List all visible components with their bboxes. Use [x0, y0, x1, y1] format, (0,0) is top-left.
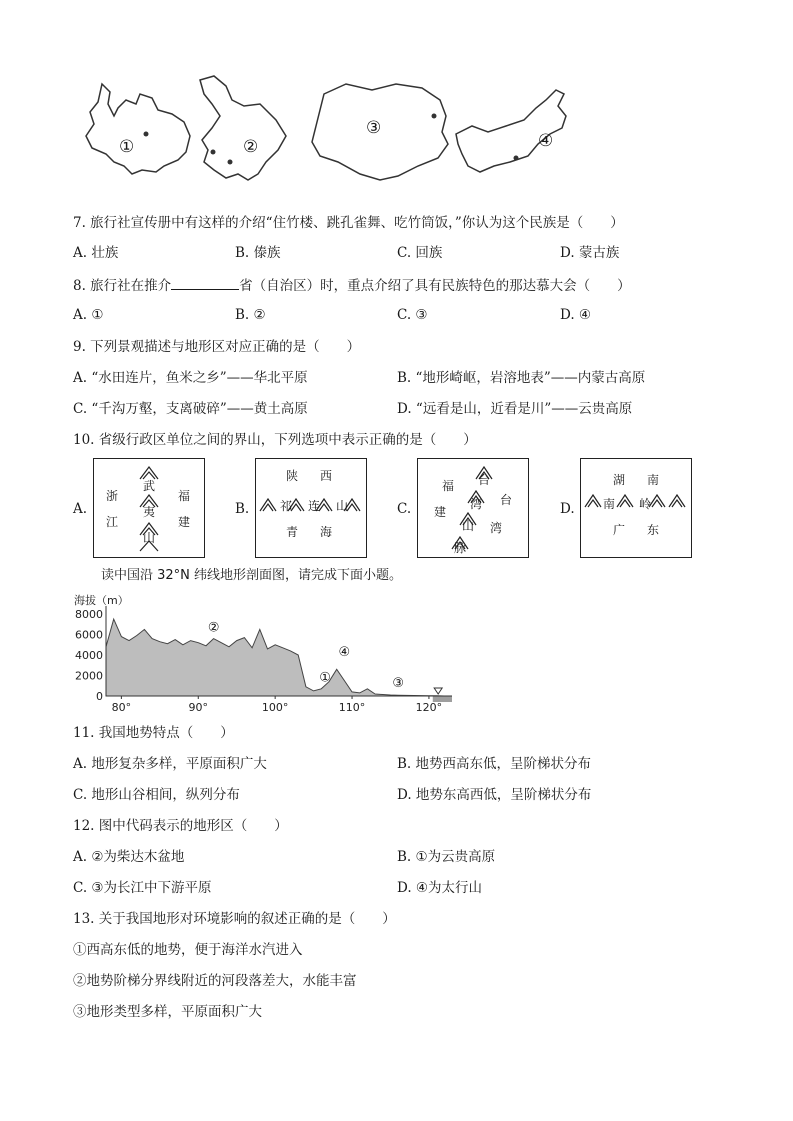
box-c-mtn-4: 脉: [454, 541, 467, 555]
q13-item-1: ①西高东低的地势，便于海洋水汽进入: [73, 942, 303, 958]
profile-annotation: ②: [207, 620, 220, 636]
profile-annotation: ③: [392, 675, 405, 691]
terrain-profile-chart: [70, 592, 460, 716]
province-map-1: [86, 84, 190, 174]
y-tick-label: 0: [96, 690, 103, 703]
box-c-mtn-2: 湾: [470, 497, 483, 511]
box-b-top-left: 陕: [286, 469, 299, 483]
box-a-mtn-2: 夷: [143, 505, 156, 519]
box-d-top-left: 湖: [613, 473, 626, 487]
q9-option-a[interactable]: A. “水田连片，鱼米之乡”——华北平原: [73, 370, 308, 386]
q7-stem: 7. 旅行社宣传册中有这样的介绍“住竹楼、跳孔雀舞、吃竹筒饭，”你认为这个民族是（ ）: [73, 215, 624, 231]
q8-option-d[interactable]: D. ④: [560, 307, 592, 323]
q11-option-b[interactable]: B. 地势西高东低，呈阶梯状分布: [397, 756, 592, 772]
q11-option-c[interactable]: C. 地形山谷相间，纵列分布: [73, 787, 240, 803]
box-c-right-bottom: 湾: [490, 521, 503, 535]
q10-box-b[interactable]: [255, 458, 367, 558]
box-b-mtn-2: 连: [308, 499, 321, 513]
box-c-left-top: 福: [442, 479, 455, 493]
x-tick-label: 100°: [261, 701, 289, 714]
y-tick-label: 8000: [75, 608, 103, 621]
y-axis-title: 海拔（m）: [74, 594, 129, 607]
q8-stem-after: 省（自治区）时，重点介绍了具有民族特色的那达慕大会（ ）: [239, 278, 631, 294]
box-c-left-bottom: 建: [434, 505, 447, 519]
box-b-bottom-right: 海: [320, 525, 333, 539]
map-label-2: ②: [243, 137, 259, 157]
q12-stem: 12. 图中代码表示的地形区（ ）: [73, 818, 288, 834]
q8-option-a[interactable]: A. ①: [73, 307, 104, 323]
x-tick-label: 80°: [111, 701, 132, 714]
q10-box-a[interactable]: [93, 458, 205, 558]
q8-option-c[interactable]: C. ③: [397, 307, 428, 323]
box-d-top-right: 南: [647, 473, 660, 487]
q10-box-d[interactable]: [580, 458, 692, 558]
map-label-4: ④: [538, 131, 554, 151]
q12-option-c[interactable]: C. ③为长江中下游平原: [73, 880, 212, 896]
box-c-right-top: 台: [500, 493, 513, 507]
q8-stem-before: 8. 旅行社在推介: [73, 278, 172, 294]
map-label-3: ③: [366, 118, 382, 138]
q13-item-2: ②地势阶梯分界线附近的河段落差大，水能丰富: [73, 973, 357, 989]
province-map-2: [200, 76, 286, 180]
box-d-bottom-left: 广: [613, 523, 626, 537]
box-a-left-top: 浙: [106, 489, 119, 503]
x-tick-label: 110°: [338, 701, 366, 714]
box-c-mtn-3: 山: [462, 519, 475, 533]
y-tick-label: 2000: [75, 669, 103, 683]
box-a-right-bottom: 建: [178, 515, 191, 529]
box-d-bottom-right: 东: [647, 523, 660, 537]
q10-option-b-letter[interactable]: B.: [235, 501, 250, 517]
box-d-mtn-2: 岭: [639, 497, 652, 511]
q13-stem: 13. 关于我国地形对环境影响的叙述正确的是（ ）: [73, 911, 396, 927]
profile-intro: 读中国沿 32°N 纬线地形剖面图，请完成下面小题。: [101, 568, 403, 583]
q7-option-c[interactable]: C. 回族: [397, 245, 443, 261]
y-tick-label: 4000: [75, 649, 103, 662]
box-c-mtn-1: 台: [478, 473, 491, 487]
q10-box-c[interactable]: [417, 458, 529, 558]
q10-option-a-letter[interactable]: A.: [73, 501, 88, 517]
q10-stem: 10. 省级行政区单位之间的界山，下列选项中表示正确的是（ ）: [73, 432, 477, 448]
q12-option-b[interactable]: B. ①为云贵高原: [397, 849, 496, 865]
sea-level-marker: [434, 688, 442, 694]
box-a-mtn-1: 武: [143, 479, 156, 493]
y-tick-label: 6000: [75, 628, 103, 642]
q12-option-a[interactable]: A. ②为柴达木盆地: [73, 849, 185, 865]
province-maps: [80, 70, 580, 195]
q7-option-b[interactable]: B. 傣族: [235, 245, 281, 261]
box-b-mtn-3: 山: [336, 499, 349, 513]
mountain-range-icon: [583, 489, 689, 509]
q7-option-d[interactable]: D. 蒙古族: [560, 245, 620, 261]
box-b-top-right: 西: [320, 469, 333, 483]
q9-stem: 9. 下列景观描述与地形区对应正确的是（ ）: [73, 339, 361, 355]
q9-option-c[interactable]: C. “千沟万壑，支离破碎”——黄土高原: [73, 401, 308, 417]
q8-blank: [171, 275, 239, 290]
box-a-left-bottom: 江: [106, 515, 119, 529]
q11-option-d[interactable]: D. 地势东高西低，呈阶梯状分布: [397, 787, 592, 803]
q13-item-3: ③地形类型多样，平原面积广大: [73, 1004, 262, 1020]
map-label-1: ①: [119, 137, 135, 157]
box-a-right-top: 福: [178, 489, 191, 503]
box-d-mtn-1: 南: [603, 497, 616, 511]
profile-annotation: ④: [338, 645, 351, 661]
q9-option-d[interactable]: D. “远看是山，近看是川”——云贵高原: [397, 401, 633, 417]
q7-option-a[interactable]: A. 壮族: [73, 245, 119, 261]
box-b-bottom-left: 青: [286, 525, 299, 539]
q10-option-d-letter[interactable]: D.: [560, 501, 575, 517]
box-b-mtn-1: 祁: [280, 499, 293, 513]
x-tick-label: 120°: [415, 701, 443, 714]
box-a-mtn-3: 山: [143, 531, 156, 545]
q11-stem: 11. 我国地势特点（ ）: [73, 725, 234, 741]
q11-option-a[interactable]: A. 地形复杂多样，平原面积广大: [73, 756, 267, 772]
q10-option-c-letter[interactable]: C.: [397, 501, 412, 517]
q9-option-b[interactable]: B. “地形崎岖，岩溶地表”——内蒙古高原: [397, 370, 646, 386]
q8-option-b[interactable]: B. ②: [235, 307, 266, 323]
q8-stem: [73, 275, 631, 295]
x-tick-label: 90°: [188, 701, 209, 714]
q12-option-d[interactable]: D. ④为太行山: [397, 880, 483, 896]
profile-annotation: ①: [319, 670, 331, 686]
